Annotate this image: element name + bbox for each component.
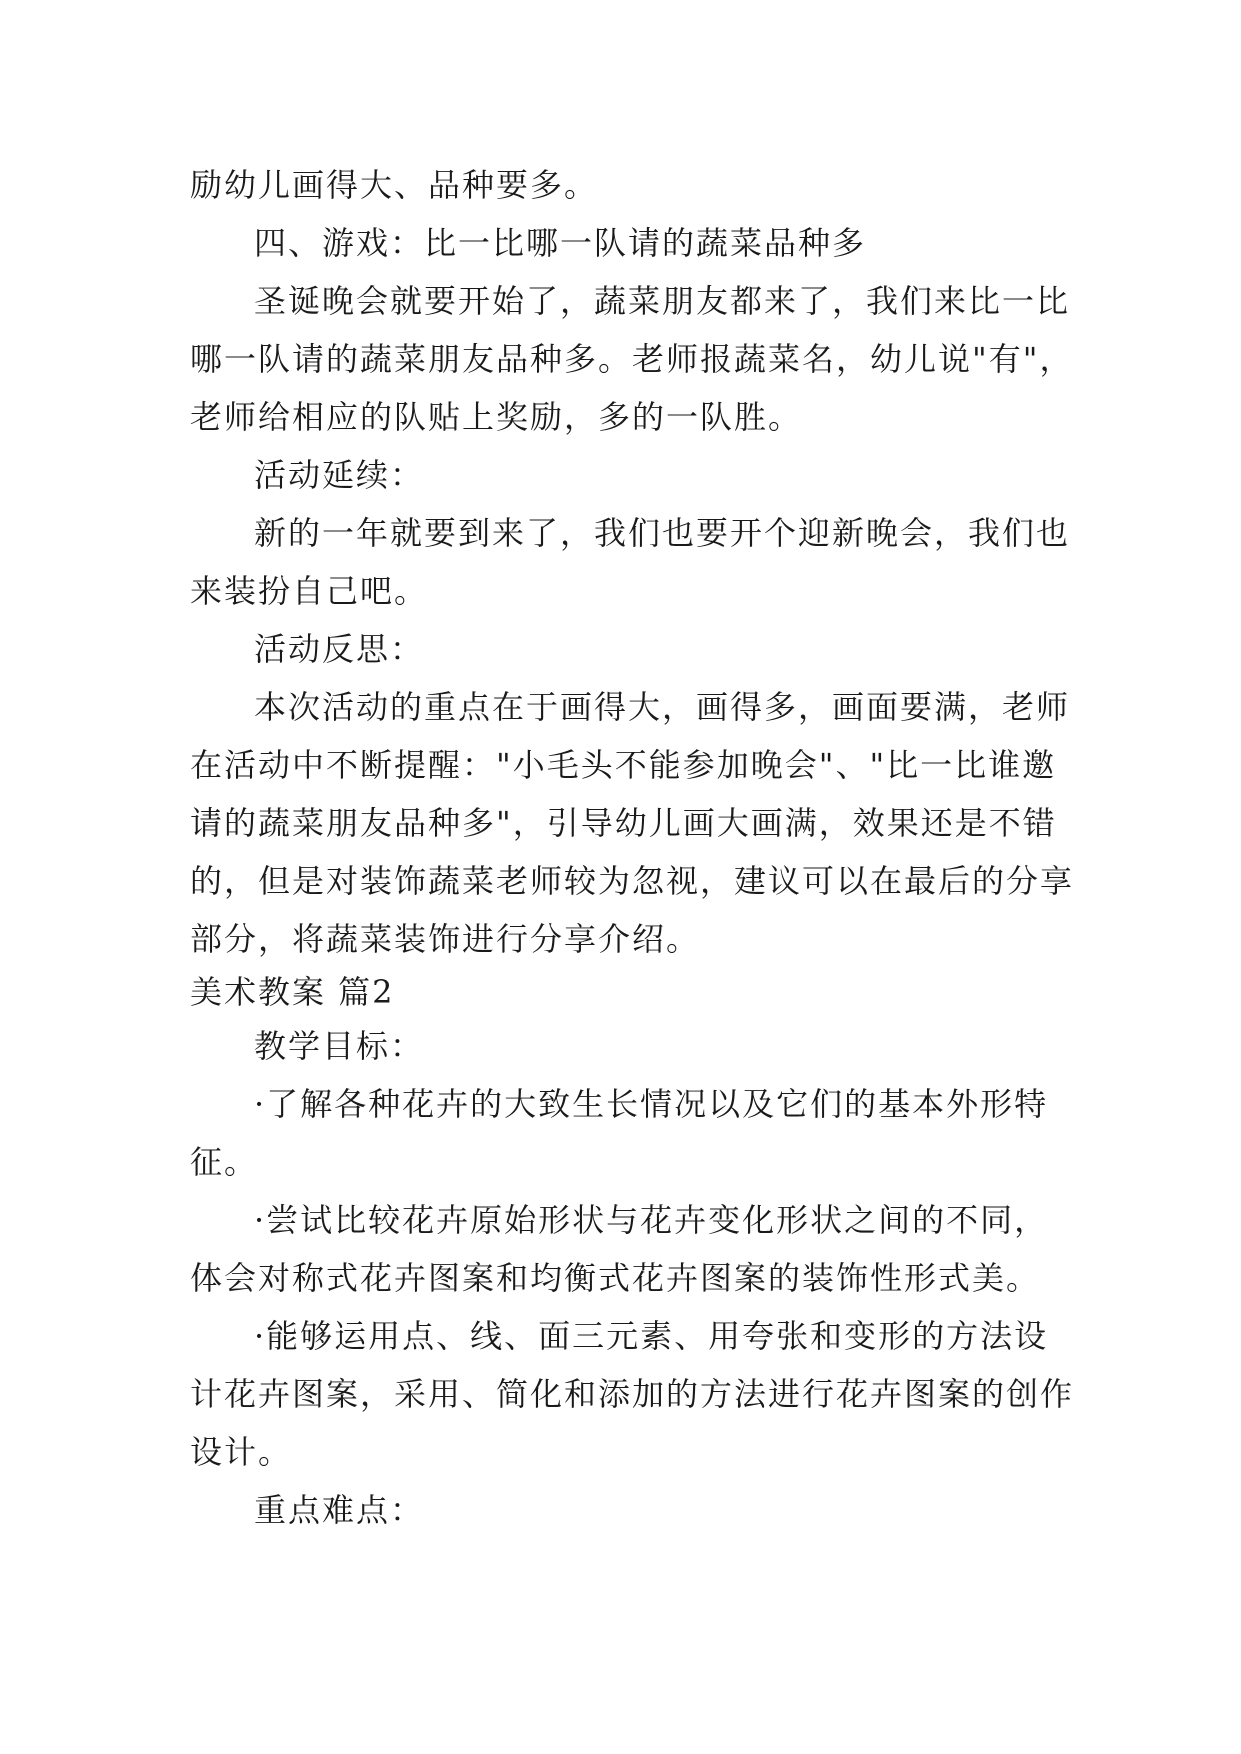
paragraph-line: 新的一年就要到来了，我们也要开个迎新晚会，我们也: [254, 514, 1071, 552]
bullet-item: ·了解各种花卉的大致生长情况以及它们的基本外形特: [254, 1085, 1049, 1123]
document-body: [190, 156, 1075, 1539]
paragraph-line: 体会对称式花卉图案和均衡式花卉图案的装饰性形式美。: [190, 1259, 1041, 1297]
section-heading-extension: 活动延续：: [254, 456, 425, 494]
article-title: 美术教案 篇2: [190, 973, 395, 1011]
paragraph-line: 励幼儿画得大、品种要多。: [190, 166, 599, 204]
paragraph-line: 来装扮自己吧。: [190, 572, 429, 610]
paragraph-line: 部分，将蔬菜装饰进行分享介绍。: [190, 920, 701, 958]
bullet-item: ·尝试比较花卉原始形状与花卉变化形状之间的不同，: [254, 1201, 1049, 1239]
paragraph-line: 征。: [190, 1143, 259, 1181]
paragraph-line: 的，但是对装饰蔬菜老师较为忽视，建议可以在最后的分享: [190, 862, 1075, 900]
section-heading-reflection: 活动反思：: [254, 630, 425, 668]
paragraph-line: 老师给相应的队贴上奖励，多的一队胜。: [190, 398, 803, 436]
section-heading-key-points: 重点难点：: [254, 1491, 425, 1529]
bullet-item: ·能够运用点、线、面三元素、用夸张和变形的方法设: [254, 1317, 1049, 1355]
paragraph-line: 请的蔬菜朋友品种多"，引导幼儿画大画满，效果还是不错: [190, 804, 1057, 842]
paragraph-line: 计花卉图案，采用、简化和添加的方法进行花卉图案的创作: [190, 1375, 1075, 1413]
section-heading-objectives: 教学目标：: [254, 1027, 425, 1065]
paragraph-line: 本次活动的重点在于画得大，画得多，画面要满，老师: [254, 688, 1071, 726]
paragraph-line: 哪一队请的蔬菜朋友品种多。老师报蔬菜名，幼儿说"有"，: [190, 340, 1074, 378]
paragraph-line: 设计。: [190, 1433, 293, 1471]
paragraph-line: 圣诞晚会就要开始了，蔬菜朋友都来了，我们来比一比: [254, 282, 1071, 320]
paragraph-line: 在活动中不断提醒："小毛头不能参加晚会"、"比一比谁邀: [190, 746, 1057, 784]
section-heading-game: 四、游戏：比一比哪一队请的蔬菜品种多: [254, 224, 867, 262]
